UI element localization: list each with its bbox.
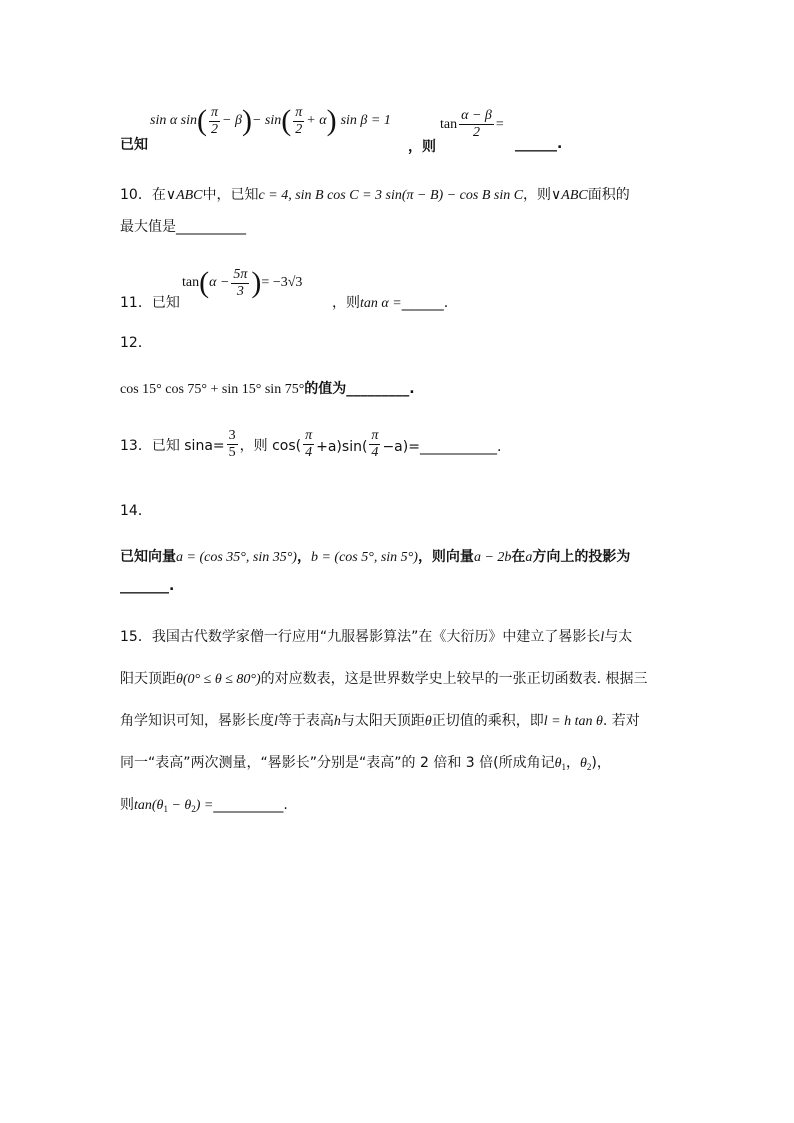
question-12-line: [120, 378, 415, 398]
q9-then: ，则: [408, 139, 436, 155]
question-12-num: 12．: [120, 335, 152, 351]
q12-expression: cos 15° cos 75° + sin 15° sin 75°: [120, 382, 305, 397]
q14-vector-b: b = (cos 5°, sin 5°): [310, 550, 418, 565]
question-13: 13．已知 sina= $\frac{3}{5}$ ，则 cos( $\frac{\pi}{4}$ +a)sin( $\frac{\pi}{4}$ −a)=___________.: [120, 428, 502, 460]
question-14-line2: _______.: [120, 578, 175, 594]
question-15-line3: 角学知识可知，晷影长度l等于表高h与太阳天顶距θ正切值的乘积，即l = h tan θ. 若对: [120, 713, 640, 729]
q15-blank: __________.: [213, 797, 288, 813]
q11-num: 11．已知: [120, 295, 180, 311]
question-14-line1: 已知向量a = (cos 35°, sin 35°)，b = (cos 5°, sin 5°)，则向量a − 2b在a方向上的投影为: [120, 549, 631, 565]
q12-tail: 的值为_________.: [304, 381, 415, 397]
question-10-line2: 最大值是__________: [120, 219, 246, 235]
q14-vector-a: a = (cos 35°, sin 35°): [176, 550, 297, 565]
q13-frac-pi-4b: $\frac{\pi}{4}$: [371, 428, 379, 460]
question-14-num: 14．: [120, 503, 152, 519]
q9-blank: ______.: [515, 136, 563, 152]
q10-condition: c = 4, sin B cos C = 3 sin(π − B) − cos B sin C: [258, 188, 524, 203]
q9-equation: sin α sin ( $\frac{\pi}{2}$ − β ) − sin ( $\frac{\pi}{2}$ + α ) sin β = 1: [150, 104, 391, 137]
q9-ask: tan $\frac{\alpha - \beta}{2}$ =: [440, 108, 504, 140]
question-10-line1: 10．在∨ABC中，已知c = 4, sin B cos C = 3 sin(π − B) − cos B sin C，则∨ABC面积的: [120, 187, 630, 203]
question-15-line1: 15．我国古代数学家僧一行应用“九服晷影算法”在《大衍历》中建立了晷影长l与太: [120, 629, 633, 645]
q13-frac-pi-4a: $\frac{\pi}{4}$: [305, 428, 313, 460]
q11-blank: ______.: [401, 295, 449, 311]
q14-expr: a − 2b: [473, 550, 512, 565]
document-page: 已知 sin α sin ( $\frac{\pi}{2}$ − β ) − sin ( $\frac{\pi}{2}$ + α ) sin β = 1 ，则 tan $\frac{\alpha - \beta}{2}$ = ______. 10．在∨ABC中，已知c = 4, sin B cos C = 3 sin(π − B) − cos B sin C，则∨ABC面积的 最大值是__________ tan ( α − $\frac{5\pi}{3}$ ) = −3√3 11．已知 ，则tan α =______. 12． cos 15° cos 75° + sin 15° sin 75°的值为_________. 13．已知 sina= $\frac{3}{5}$ ，则 cos( $\frac{\pi}{4}$ +a)sin( $\frac{\pi}{4}$ −a)=___________. 14． 已知向量a = (cos 35°, sin 35°)，b = (cos 5°, sin 5°)，则向量a − 2b在a方向上的投影为 _______. 15．我国古代数学家僧一行应用“九服晷影算法”在《大衍历》中建立了晷影长l与太 阳天顶距θ(0° ≤ θ ≤ 80°)的对应数表，这是世界数学史上较早的一张正切函数表. 根据三 角学知识可知，晷影长度l等于表高h与太阳天顶距θ正切值的乘积，即l = h tan θ. 若对 同一“表高”两次测量，“晷影长”分别是“表高”的 2 倍和 3 倍(所成角记$\theta_1$，$\theta_2$)， 则$\tan(\theta_1 - \theta_2)$ =__________.: [120, 104, 648, 814]
q9-frac1: $\frac{\pi}{2}$: [211, 104, 219, 137]
question-15-line5: 则$\tan(\theta_1 - \theta_2)$ =__________.: [120, 797, 288, 814]
q11-ask: tan α =: [360, 296, 402, 311]
q15-ask: tan(θ: [134, 798, 164, 813]
q9-lead: 已知: [120, 137, 148, 153]
q13-frac-sina: $\frac{3}{5}$: [228, 428, 236, 460]
question-15-line2: 阳天顶距θ(0° ≤ θ ≤ 80°)的对应数表，这是世界数学史上较早的一张正切函数表. 根据三: [120, 671, 648, 687]
q11-frac: $\frac{5\pi}{3}$: [233, 266, 248, 299]
q9-ask-frac: $\frac{\alpha - \beta}{2}$: [461, 108, 492, 140]
q9-eq-part1: sin α sin: [150, 113, 198, 128]
q15-theta-range: θ(0° ≤ θ ≤ 80°): [176, 672, 261, 687]
q15-formula: l = h tan θ: [543, 714, 603, 729]
q9-frac2: $\frac{\pi}{2}$: [295, 104, 303, 137]
question-15-line4: 同一“表高”两次测量，“晷影长”分别是“表高”的 2 倍和 3 倍(所成角记$\theta_1$，$\theta_2$)，: [120, 755, 611, 772]
q13-tail: −a)=___________.: [382, 439, 502, 455]
q11-equation: tan ( α − $\frac{5\pi}{3}$ ) = −3√3: [182, 266, 303, 299]
